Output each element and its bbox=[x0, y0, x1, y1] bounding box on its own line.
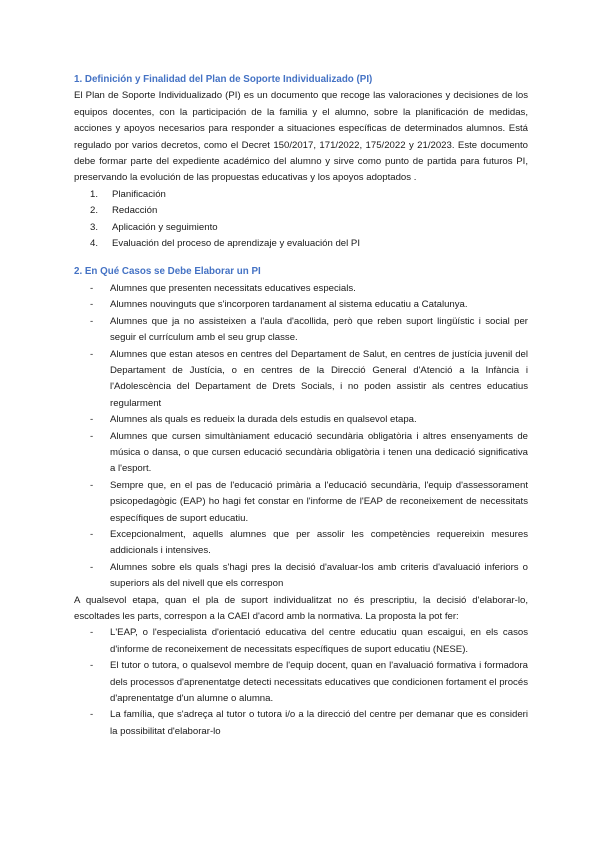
list-item: - Alumnes nouvinguts que s'incorporen tardanament al sistema educatiu a Catalunya. bbox=[90, 299, 468, 311]
list-item: - Alumnes que cursen simultàniament educació secundària obligatòria i altres ensenyaments de música o dansa, o que cursen educació secundària obligatòria i tenen una dedicació significativa a l'esport. bbox=[90, 430, 528, 475]
list-item: - Alumnes sobre els quals s'hagi pres la decisió d'avaluar-los amb criteris d'avaluació inferiors o superiors als del nivell que els correspon bbox=[90, 561, 528, 590]
list-item: 4. Evaluación del proceso de aprendizaje y evaluación del PI bbox=[90, 238, 360, 250]
list-item: 1. Planificación bbox=[90, 188, 166, 200]
document-page bbox=[74, 72, 528, 740]
list-item: - Alumnes que presenten necessitats educatives especials. bbox=[90, 282, 356, 294]
section-1-heading: 1. Definición y Finalidad del Plan de Soporte Individualizado (PI) bbox=[74, 74, 373, 85]
section-2-heading: 2. En Qué Casos se Debe Elaborar un PI bbox=[74, 266, 261, 278]
steps-list bbox=[74, 187, 528, 253]
section-2-paragraph: A qualsevol etapa, quan el pla de suport individualitzat no és prescriptiu, la decisió d'elaborar-lo, escoltades les parts, correspon a la CAEI d'acord amb la normativa. La proposta la pot fer: bbox=[74, 594, 528, 622]
list-item: 2. Redacción bbox=[90, 205, 158, 217]
list-item: - Excepcionalment, aquells alumnes que per assolir les competències requereixin mesures addicionals i intensives. bbox=[90, 528, 528, 557]
section-spacer bbox=[74, 252, 528, 264]
proposers-list bbox=[74, 625, 528, 740]
section-1-paragraph: El Plan de Soporte Individualizado (PI) es un documento que recoge las valoraciones y decisiones de los equipos docentes, con la participación de la familia y el alumno, sobre la planificación de medidas, acciones y apoyos necesarios para responder a situaciones específicas de determinados alumnos. Está regulado por varios decretos, como el Decret 150/2017, 171/2022, 175/2022 y 21/2023. Este documento debe formar parte del expediente académico del alumno y sirve como punto de partida para futuros PI, preservando la evolución de las propuestas educativas y los apoyos adoptados . bbox=[74, 90, 528, 184]
list-item: - Alumnes als quals es redueix la durada dels estudis en qualsevol etapa. bbox=[90, 414, 417, 426]
list-item: - L'EAP, o l'especialista d'orientació educativa del centre educatiu quan escaigui, en els casos d'informe de reconeixement de necessitats específiques de suport educatiu (NESE). bbox=[90, 627, 528, 655]
list-item: - Alumnes que estan atesos en centres del Departament de Salut, en centres de justícia juvenil del Departament de Justícia, o en centres de la Direcció General d'Atenció a la Infància i l'Adolescència del Departament de Drets Socials, i no poden assistir als centres educatius regularment bbox=[90, 348, 528, 409]
list-item: - Sempre que, en el pas de l'educació primària a l'educació secundària, l'equip d'assessorament psicopedagògic (EAP) ho hagi fet constar en l'informe de l'EAP de reconeixement de necessitats específiques de suport educatiu. bbox=[90, 479, 528, 524]
list-item: - Alumnes que ja no assisteixen a l'aula d'acollida, però que reben suport lingüístic i social per seguir el currículum amb el seu grup classe. bbox=[90, 315, 528, 344]
list-item: - El tutor o tutora, o qualsevol membre de l'equip docent, quan en l'avaluació formativa i formadora dels processos d'aprenentatge detecti necessitats educatives que condicionen fortament el procés d'aprenentatge d'un alumne o alumna. bbox=[90, 660, 528, 705]
cases-list bbox=[74, 281, 528, 593]
list-item: - La família, que s'adreça al tutor o tutora i/o a la direcció del centre per demanar que es consideri la possibilitat d'elaborar-lo bbox=[90, 709, 528, 737]
list-item: 3. Aplicación y seguimiento bbox=[90, 221, 218, 233]
